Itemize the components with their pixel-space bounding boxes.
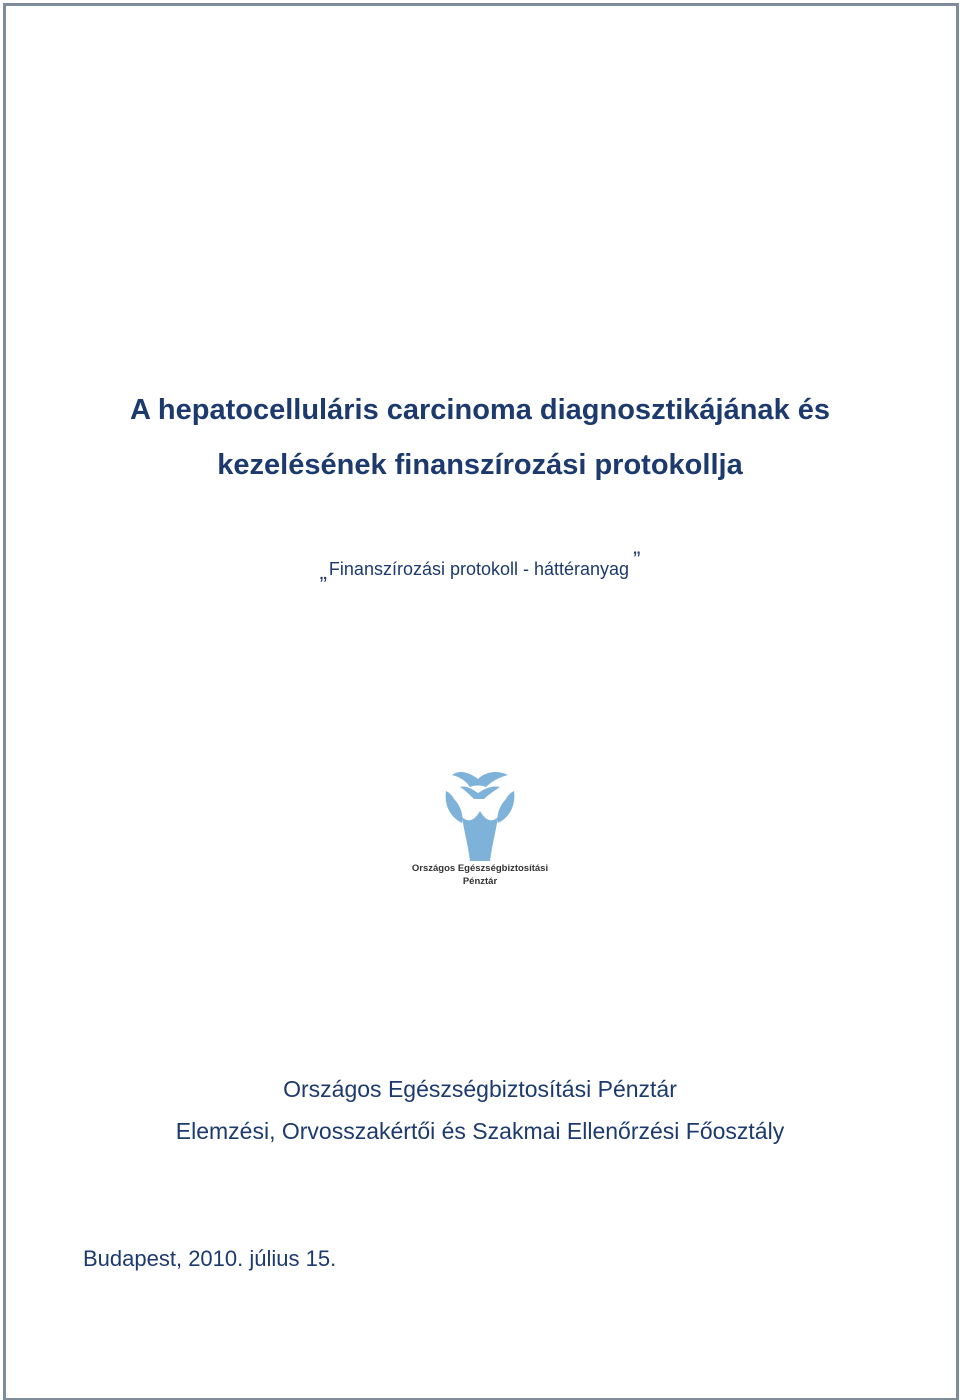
page-border: [3, 3, 959, 1400]
subtitle: [0, 547, 960, 584]
title-line-2: kezelésének finanszírozási protokollja: [217, 449, 743, 481]
subtitle-close-quote: ”: [633, 547, 641, 572]
logo-caption-line-2: Pénztár: [462, 876, 498, 887]
subtitle-text: Finanszírozási protokoll - háttéranyag: [328, 559, 630, 579]
place-and-date: Budapest, 2010. július 15.: [83, 1246, 337, 1271]
subtitle-open-quote: „: [319, 559, 327, 584]
organization-name: Országos Egészségbiztosítási Pénztár: [283, 1076, 677, 1102]
department-name: Elemzési, Orvosszakértői és Szakmai Ellenőrzési Főosztály: [175, 1118, 785, 1144]
logo-caption: [380, 862, 580, 888]
logo-caption-line-1: Országos Egészségbiztosítási: [411, 863, 549, 874]
title-line-1: A hepatocelluláris carcinoma diagnosztikájának és: [129, 394, 831, 426]
